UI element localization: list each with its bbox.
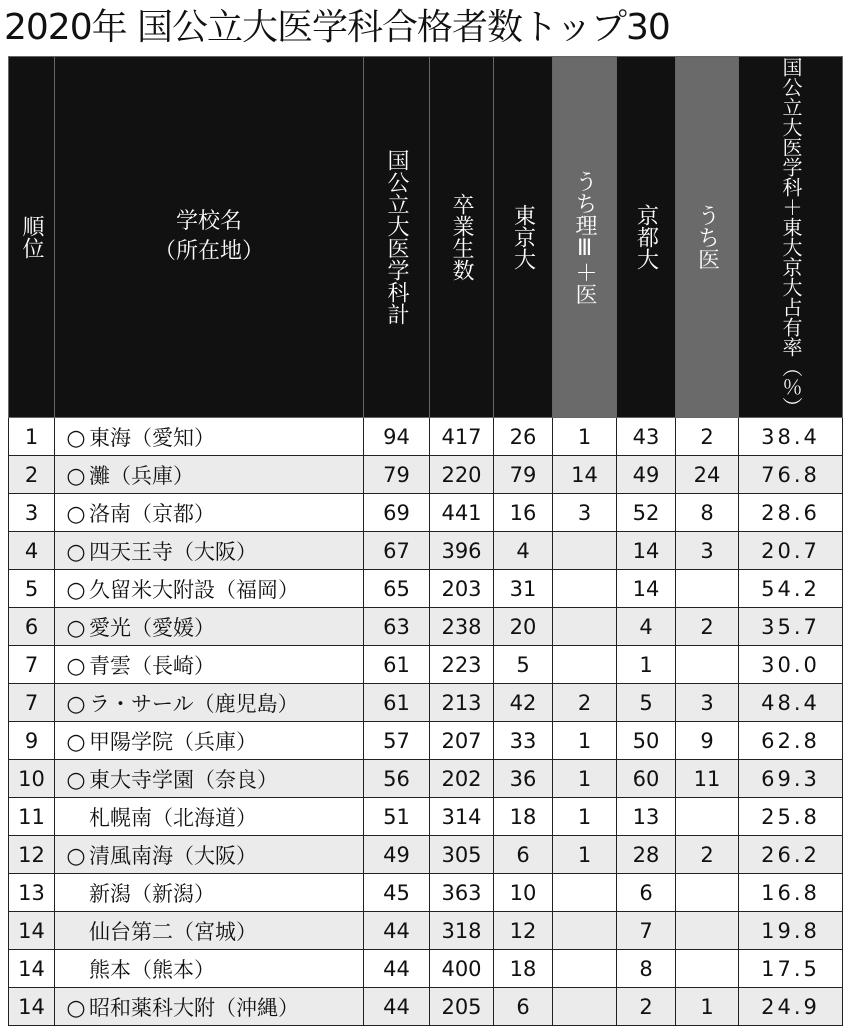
mark-circle-icon: ○ bbox=[66, 425, 86, 451]
rank-cell: 4 bbox=[9, 532, 55, 570]
kyodai-cell: 43 bbox=[617, 418, 676, 456]
school-name: 札幌南（北海道） bbox=[89, 805, 257, 830]
kyodai-med-cell: 9 bbox=[676, 722, 739, 760]
graduates-cell: 205 bbox=[430, 988, 494, 1026]
graduates-cell: 220 bbox=[430, 456, 494, 494]
kyodai-cell: 50 bbox=[617, 722, 676, 760]
table-row bbox=[9, 608, 843, 646]
national-total-header: 国公立大医学科計 bbox=[364, 57, 430, 418]
graduates-header: 卒業生数 bbox=[430, 57, 494, 418]
todai-cell: 18 bbox=[494, 950, 553, 988]
kyodai-med-cell: 2 bbox=[676, 608, 739, 646]
school-cell bbox=[55, 988, 364, 1026]
school-cell bbox=[55, 494, 364, 532]
graduates-cell: 396 bbox=[430, 532, 494, 570]
rank-cell: 7 bbox=[9, 646, 55, 684]
graduates-cell: 213 bbox=[430, 684, 494, 722]
graduates-cell: 207 bbox=[430, 722, 494, 760]
share-cell: 25.8 bbox=[739, 798, 843, 836]
rank-cell: 14 bbox=[9, 950, 55, 988]
national-total-cell: 57 bbox=[364, 722, 430, 760]
national-total-cell: 44 bbox=[364, 912, 430, 950]
graduates-cell: 238 bbox=[430, 608, 494, 646]
kyodai-cell: 14 bbox=[617, 570, 676, 608]
kyodai-cell: 7 bbox=[617, 912, 676, 950]
kyodai-med-cell: 3 bbox=[676, 532, 739, 570]
share-cell: 30.0 bbox=[739, 646, 843, 684]
share-cell: 54.2 bbox=[739, 570, 843, 608]
kyodai-cell: 2 bbox=[617, 988, 676, 1026]
table-row bbox=[9, 874, 843, 912]
kyodai-cell: 52 bbox=[617, 494, 676, 532]
todai-cell: 12 bbox=[494, 912, 553, 950]
kyodai-med-cell: 8 bbox=[676, 494, 739, 532]
school-cell bbox=[55, 418, 364, 456]
table-row bbox=[9, 722, 843, 760]
graduates-cell: 363 bbox=[430, 874, 494, 912]
school-cell bbox=[55, 684, 364, 722]
todai-cell: 6 bbox=[494, 988, 553, 1026]
school-cell bbox=[55, 950, 364, 988]
todai-cell: 33 bbox=[494, 722, 553, 760]
school-cell bbox=[55, 456, 364, 494]
graduates-cell: 202 bbox=[430, 760, 494, 798]
national-total-cell: 51 bbox=[364, 798, 430, 836]
rank-cell: 14 bbox=[9, 988, 55, 1026]
table-row bbox=[9, 760, 843, 798]
todai-med-cell: 1 bbox=[553, 418, 617, 456]
school-name: 仙台第二（宮城） bbox=[89, 919, 257, 944]
graduates-cell: 314 bbox=[430, 798, 494, 836]
kyodai-med-header: うち医 bbox=[676, 57, 739, 418]
kyodai-med-cell: 24 bbox=[676, 456, 739, 494]
kyodai-cell: 4 bbox=[617, 608, 676, 646]
table-row bbox=[9, 912, 843, 950]
todai-header: 東京大 bbox=[494, 57, 553, 418]
table-row bbox=[9, 418, 843, 456]
mark-circle-icon: ○ bbox=[66, 577, 86, 603]
mark-circle-icon: ○ bbox=[66, 501, 86, 527]
kyodai-cell: 1 bbox=[617, 646, 676, 684]
rank-cell: 1 bbox=[9, 418, 55, 456]
kyodai-med-cell: 2 bbox=[676, 418, 739, 456]
school-name: 四天王寺（大阪） bbox=[89, 539, 257, 564]
national-total-cell: 79 bbox=[364, 456, 430, 494]
todai-cell: 4 bbox=[494, 532, 553, 570]
school-header-line2: （所在地） bbox=[153, 239, 264, 264]
school-name: 洛南（京都） bbox=[89, 501, 215, 526]
national-total-cell: 44 bbox=[364, 988, 430, 1026]
kyodai-cell: 49 bbox=[617, 456, 676, 494]
kyodai-med-cell bbox=[676, 950, 739, 988]
school-name: 清風南海（大阪） bbox=[89, 843, 257, 868]
kyodai-med-cell bbox=[676, 798, 739, 836]
school-name: 青雲（長崎） bbox=[89, 653, 215, 678]
kyodai-cell: 8 bbox=[617, 950, 676, 988]
school-cell bbox=[55, 874, 364, 912]
share-cell: 38.4 bbox=[739, 418, 843, 456]
kyodai-med-cell bbox=[676, 912, 739, 950]
todai-med-cell bbox=[553, 646, 617, 684]
todai-med-cell bbox=[553, 874, 617, 912]
rank-cell: 14 bbox=[9, 912, 55, 950]
school-cell bbox=[55, 760, 364, 798]
share-cell: 28.6 bbox=[739, 494, 843, 532]
school-name: 新潟（新潟） bbox=[89, 881, 215, 906]
mark-circle-icon: ○ bbox=[66, 843, 86, 869]
school-cell bbox=[55, 532, 364, 570]
todai-cell: 16 bbox=[494, 494, 553, 532]
table-row bbox=[9, 836, 843, 874]
table-row bbox=[9, 798, 843, 836]
todai-med-cell: 14 bbox=[553, 456, 617, 494]
share-header: 国公立大医学科＋東大京大占有率（％） bbox=[739, 57, 843, 418]
todai-cell: 31 bbox=[494, 570, 553, 608]
kyodai-med-cell: 2 bbox=[676, 836, 739, 874]
rank-cell: 10 bbox=[9, 760, 55, 798]
school-cell bbox=[55, 570, 364, 608]
national-total-cell: 69 bbox=[364, 494, 430, 532]
rank-cell: 12 bbox=[9, 836, 55, 874]
school-header-line1: 学校名 bbox=[175, 209, 242, 235]
todai-med-cell bbox=[553, 570, 617, 608]
school-name: 熊本（熊本） bbox=[89, 957, 215, 982]
mark-circle-icon: ○ bbox=[66, 615, 86, 641]
mark-circle-icon: ○ bbox=[66, 995, 86, 1021]
mark-circle-icon: ○ bbox=[66, 653, 86, 679]
todai-med-cell: 1 bbox=[553, 836, 617, 874]
kyodai-cell: 60 bbox=[617, 760, 676, 798]
todai-med-cell bbox=[553, 950, 617, 988]
share-cell: 20.7 bbox=[739, 532, 843, 570]
todai-cell: 10 bbox=[494, 874, 553, 912]
school-cell bbox=[55, 646, 364, 684]
share-cell: 35.7 bbox=[739, 608, 843, 646]
rank-cell: 7 bbox=[9, 684, 55, 722]
table-row bbox=[9, 532, 843, 570]
todai-med-cell bbox=[553, 988, 617, 1026]
school-name: ラ・サール（鹿児島） bbox=[89, 691, 299, 716]
graduates-cell: 223 bbox=[430, 646, 494, 684]
kyodai-cell: 5 bbox=[617, 684, 676, 722]
school-name: 甲陽学院（兵庫） bbox=[89, 729, 257, 754]
national-total-cell: 56 bbox=[364, 760, 430, 798]
todai-med-header: うち理Ⅲ＋医 bbox=[553, 57, 617, 418]
national-total-cell: 65 bbox=[364, 570, 430, 608]
kyodai-med-cell bbox=[676, 874, 739, 912]
national-total-cell: 44 bbox=[364, 950, 430, 988]
share-cell: 48.4 bbox=[739, 684, 843, 722]
todai-med-cell: 1 bbox=[553, 722, 617, 760]
todai-cell: 42 bbox=[494, 684, 553, 722]
ranking-table bbox=[8, 56, 843, 1026]
rank-cell: 6 bbox=[9, 608, 55, 646]
national-total-cell: 45 bbox=[364, 874, 430, 912]
mark-circle-icon: ○ bbox=[66, 767, 86, 793]
page-title: 2020年 国公立大医学科合格者数トップ30 bbox=[4, 7, 670, 48]
kyodai-med-cell: 1 bbox=[676, 988, 739, 1026]
todai-cell: 6 bbox=[494, 836, 553, 874]
header-row bbox=[9, 57, 843, 418]
todai-med-cell bbox=[553, 532, 617, 570]
mark-circle-icon: ○ bbox=[66, 691, 86, 717]
kyodai-header: 京都大 bbox=[617, 57, 676, 418]
table-row bbox=[9, 950, 843, 988]
todai-cell: 20 bbox=[494, 608, 553, 646]
share-cell: 24.9 bbox=[739, 988, 843, 1026]
kyodai-med-cell bbox=[676, 570, 739, 608]
school-cell bbox=[55, 912, 364, 950]
graduates-cell: 441 bbox=[430, 494, 494, 532]
todai-cell: 36 bbox=[494, 760, 553, 798]
kyodai-med-cell bbox=[676, 646, 739, 684]
rank-cell: 11 bbox=[9, 798, 55, 836]
table-row bbox=[9, 494, 843, 532]
rank-header: 順位 bbox=[9, 57, 55, 418]
kyodai-med-cell: 3 bbox=[676, 684, 739, 722]
table-row bbox=[9, 456, 843, 494]
todai-cell: 18 bbox=[494, 798, 553, 836]
todai-cell: 26 bbox=[494, 418, 553, 456]
kyodai-cell: 28 bbox=[617, 836, 676, 874]
share-cell: 26.2 bbox=[739, 836, 843, 874]
todai-med-cell bbox=[553, 608, 617, 646]
rank-cell: 3 bbox=[9, 494, 55, 532]
share-cell: 69.3 bbox=[739, 760, 843, 798]
school-header bbox=[55, 57, 364, 418]
rank-cell: 2 bbox=[9, 456, 55, 494]
share-cell: 76.8 bbox=[739, 456, 843, 494]
share-cell: 17.5 bbox=[739, 950, 843, 988]
kyodai-med-cell: 11 bbox=[676, 760, 739, 798]
graduates-cell: 400 bbox=[430, 950, 494, 988]
national-total-cell: 61 bbox=[364, 646, 430, 684]
share-cell: 62.8 bbox=[739, 722, 843, 760]
table-row bbox=[9, 684, 843, 722]
graduates-cell: 318 bbox=[430, 912, 494, 950]
school-cell bbox=[55, 722, 364, 760]
school-name: 東大寺学園（奈良） bbox=[89, 767, 278, 792]
mark-circle-icon: ○ bbox=[66, 729, 86, 755]
share-cell: 16.8 bbox=[739, 874, 843, 912]
rank-cell: 9 bbox=[9, 722, 55, 760]
graduates-cell: 417 bbox=[430, 418, 494, 456]
national-total-cell: 49 bbox=[364, 836, 430, 874]
todai-cell: 79 bbox=[494, 456, 553, 494]
table-row bbox=[9, 570, 843, 608]
kyodai-cell: 13 bbox=[617, 798, 676, 836]
school-name: 灘（兵庫） bbox=[89, 463, 194, 488]
kyodai-cell: 6 bbox=[617, 874, 676, 912]
school-name: 久留米大附設（福岡） bbox=[89, 577, 299, 602]
graduates-cell: 203 bbox=[430, 570, 494, 608]
todai-med-cell: 3 bbox=[553, 494, 617, 532]
national-total-cell: 63 bbox=[364, 608, 430, 646]
rank-cell: 13 bbox=[9, 874, 55, 912]
school-name: 昭和薬科大附（沖縄） bbox=[89, 995, 299, 1020]
table-row bbox=[9, 988, 843, 1026]
rank-cell: 5 bbox=[9, 570, 55, 608]
table-row bbox=[9, 646, 843, 684]
kyodai-cell: 14 bbox=[617, 532, 676, 570]
todai-med-cell bbox=[553, 912, 617, 950]
school-cell bbox=[55, 836, 364, 874]
school-cell bbox=[55, 608, 364, 646]
school-cell bbox=[55, 798, 364, 836]
todai-cell: 5 bbox=[494, 646, 553, 684]
national-total-cell: 67 bbox=[364, 532, 430, 570]
todai-med-cell: 1 bbox=[553, 798, 617, 836]
todai-med-cell: 2 bbox=[553, 684, 617, 722]
mark-circle-icon: ○ bbox=[66, 463, 86, 489]
todai-med-cell: 1 bbox=[553, 760, 617, 798]
school-name: 東海（愛知） bbox=[89, 425, 215, 450]
graduates-cell: 305 bbox=[430, 836, 494, 874]
share-cell: 19.8 bbox=[739, 912, 843, 950]
school-name: 愛光（愛媛） bbox=[89, 615, 215, 640]
national-total-cell: 61 bbox=[364, 684, 430, 722]
national-total-cell: 94 bbox=[364, 418, 430, 456]
mark-circle-icon: ○ bbox=[66, 539, 86, 565]
